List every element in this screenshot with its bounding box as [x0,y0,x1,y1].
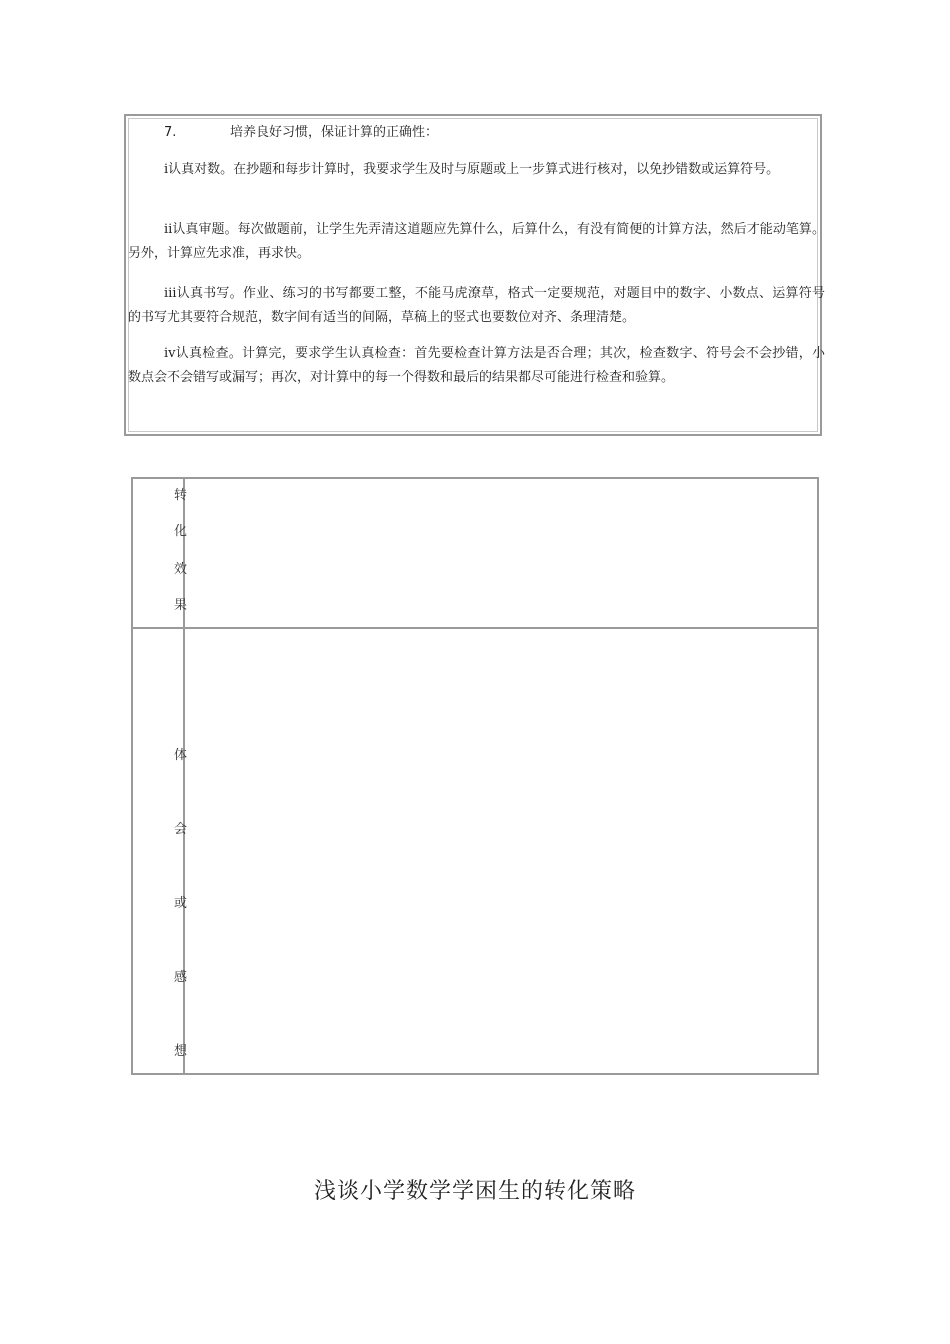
row2-label-char: 想 [174,1044,188,1059]
paragraph-1: ⅰ认真对数。在抄题和每步计算时，我要求学生及时与原题或上一步算式进行核对，以免抄错数或运算符号。 [164,162,780,177]
row2-label-char: 感 [174,970,188,985]
row1-label-char: 转 [174,488,188,503]
row2-label-char: 会 [174,822,188,837]
section-number: 7. [164,125,177,140]
row1-label-char: 效 [174,562,188,577]
table-row-divider [133,627,817,629]
paragraph-3: ⅲ认真书写。作业、练习的书写都要工整，不能马虎潦草，格式一定要规范，对题目中的数字、小数点、运算符号的书写尤其要符合规范，数字间有适当的间隔，草稿上的竖式也要数位对齐、条理清楚。 [128,286,825,325]
result-table [131,477,819,1075]
document-title: 浅谈小学数学学困生的转化策略 [313,1179,636,1204]
row1-label-char: 果 [174,598,188,613]
row2-label-char: 体 [174,748,188,763]
section-heading [164,124,438,142]
section-heading-text: 培养良好习惯，保证计算的正确性： [230,125,439,140]
row2-label-char: 或 [174,896,188,911]
row1-label-char: 化 [174,524,188,539]
paragraph-2: ⅱ认真审题。每次做题前，让学生先弄清这道题应先算什么，后算什么，有没有简便的计算方法，然后才能动笔算。另外，计算应先求准，再求快。 [128,222,825,261]
paragraph-4: ⅳ认真检查。计算完，要求学生认真检查：首先要检查计算方法是否合理；其次，检查数字、符号会不会抄错，小数点会不会错写或漏写；再次，对计算中的每一个得数和最后的结果都尽可能进行检查和验算。 [128,346,825,385]
